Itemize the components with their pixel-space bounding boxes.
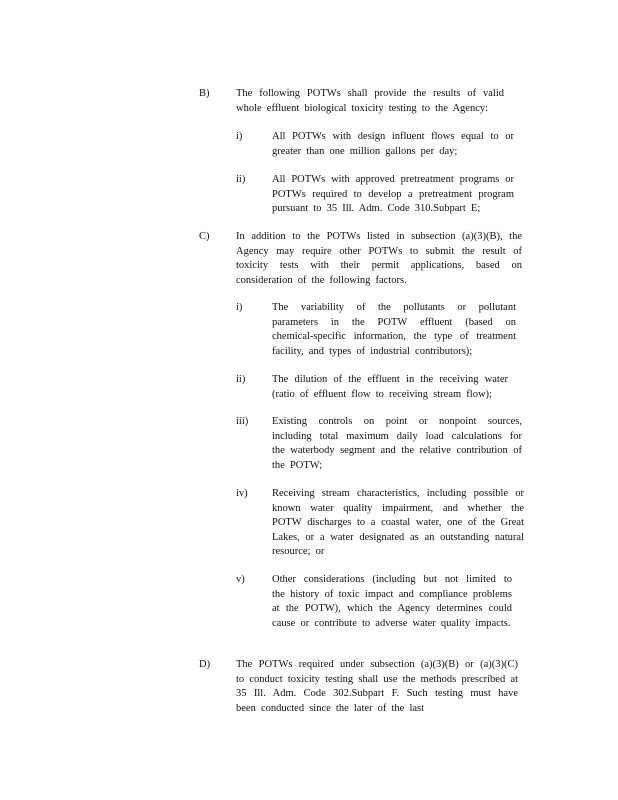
- item-text: The variability of the pollutants or pollutant parameters in the POTW effluent (based on chemical-specific information, the type of treatment facility, and types of industrial contributors);: [272, 302, 516, 357]
- item-label: ii): [236, 374, 246, 385]
- section-label: D): [199, 659, 211, 670]
- item-text: The dilution of the effluent in the receiving water (ratio of effluent flow to receiving stream flow);: [272, 374, 508, 400]
- item-label: i): [236, 131, 243, 142]
- item-label: iii): [236, 416, 249, 427]
- section-text: The POTWs required under subsection (a)(3)(B) or (a)(3)(C) to conduct toxicity testing shall use the methods prescribed at 35 Ill. Adm. Code 302.Subpart F. Such testing must have been conducted since the later of the last: [236, 659, 518, 714]
- item-text: All POTWs with approved pretreatment programs or POTWs required to develop a pretreatment program pursuant to 35 Ill. Adm. Code 310.Subpart E;: [272, 174, 514, 214]
- section-label: B): [199, 88, 210, 99]
- section-label: C): [199, 231, 210, 242]
- item-label: iv): [236, 488, 248, 499]
- item-text: Existing controls on point or nonpoint sources, including total maximum daily load calculations for the waterbody segment and the relative contribution of the POTW;: [272, 416, 522, 471]
- item-text: Receiving stream characteristics, including possible or known water quality impairment, and whether the POTW discharges to a coastal water, one of the Great Lakes, or a water designated as an outstanding natural resource; or: [272, 488, 524, 557]
- section-text: In addition to the POTWs listed in subsection (a)(3)(B), the Agency may require other POTWs to submit the result of toxicity tests with their permit applications, based on consideration of the following factors.: [236, 231, 522, 286]
- item-label: i): [236, 302, 243, 313]
- item-text: Other considerations (including but not limited to the history of toxic impact and compliance problems at the POTW), which the Agency determines could cause or contribute to adverse water quality impacts.: [272, 574, 512, 629]
- item-label: ii): [236, 174, 246, 185]
- item-text: All POTWs with design influent flows equal to or greater than one million gallons per day;: [272, 131, 514, 157]
- item-label: v): [236, 574, 245, 585]
- section-text: The following POTWs shall provide the results of valid whole effluent biological toxicity testing to the Agency:: [236, 88, 504, 114]
